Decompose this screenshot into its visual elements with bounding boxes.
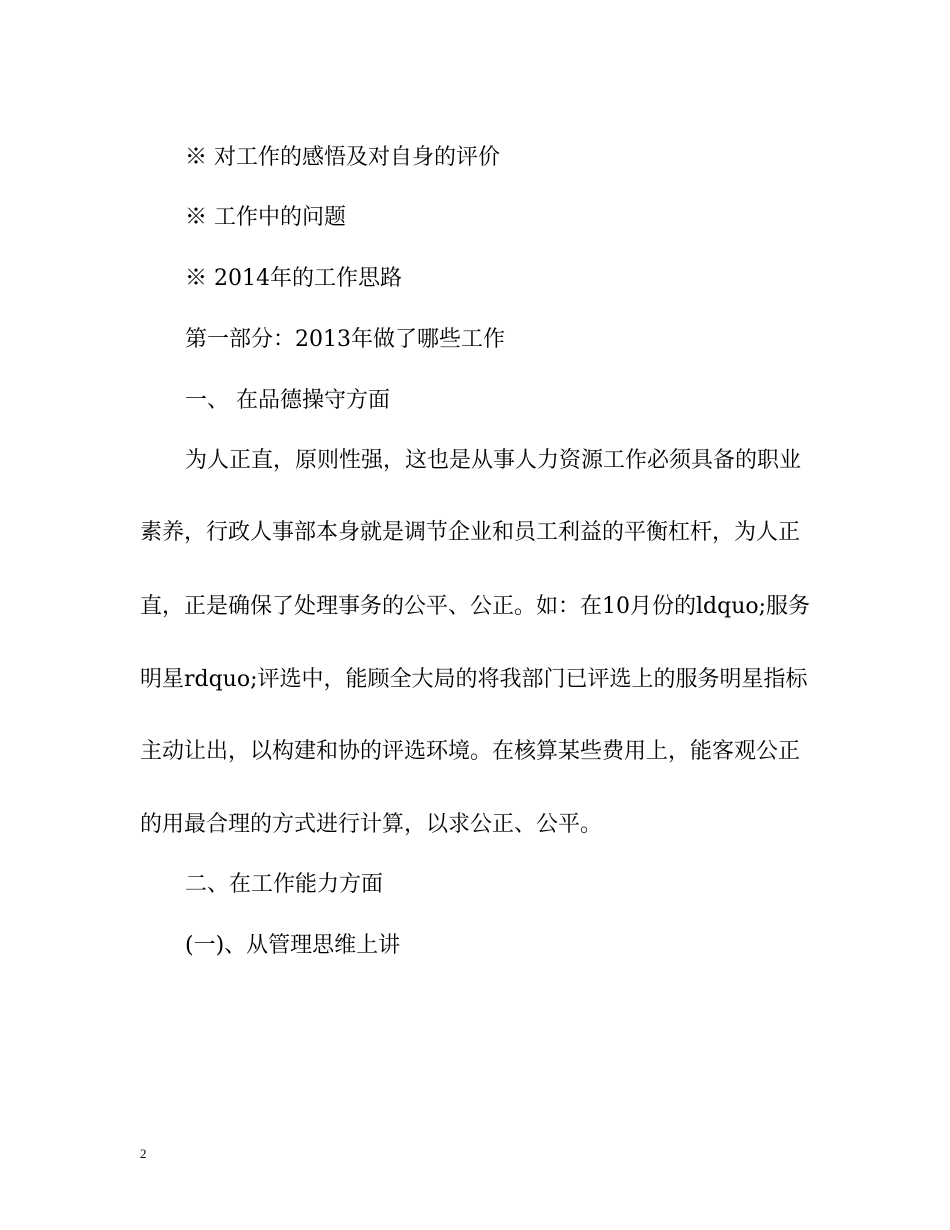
paragraph-line: 主动让出，以构建和协的评选环境。在核算某些费用上，能客观公正 [140,739,801,764]
outline-item: ※ 工作中的问题 [185,205,346,230]
paragraph-line: 为人正直，原则性强，这也是从事人力资源工作必须具备的职业 [185,448,802,473]
page-number: 2 [140,1146,147,1161]
outline-item: ※ 2014年的工作思路 [185,266,402,291]
paragraph-line: 素养，行政人事部本身就是调节企业和员工利益的平衡杠杆，为人正 [140,520,801,545]
paragraph-line: 明星rdquo;评选中，能顾全大局的将我部门已评选上的服务明星指标 [140,667,808,692]
section-heading: 一、 在品德操守方面 [185,388,390,413]
section-heading: 二、在工作能力方面 [185,872,384,897]
outline-item: ※ 对工作的感悟及对自身的评价 [185,145,500,170]
paragraph-line: 的用最合理的方式进行计算，以求公正、公平。 [140,812,603,837]
paragraph-line: 直，正是确保了处理事务的公平、公正。如：在10月份的ldquo;服务 [140,594,811,619]
subsection-heading: (一)、从管理思维上讲 [185,933,401,958]
part-heading: 第一部分：2013年做了哪些工作 [185,327,505,352]
